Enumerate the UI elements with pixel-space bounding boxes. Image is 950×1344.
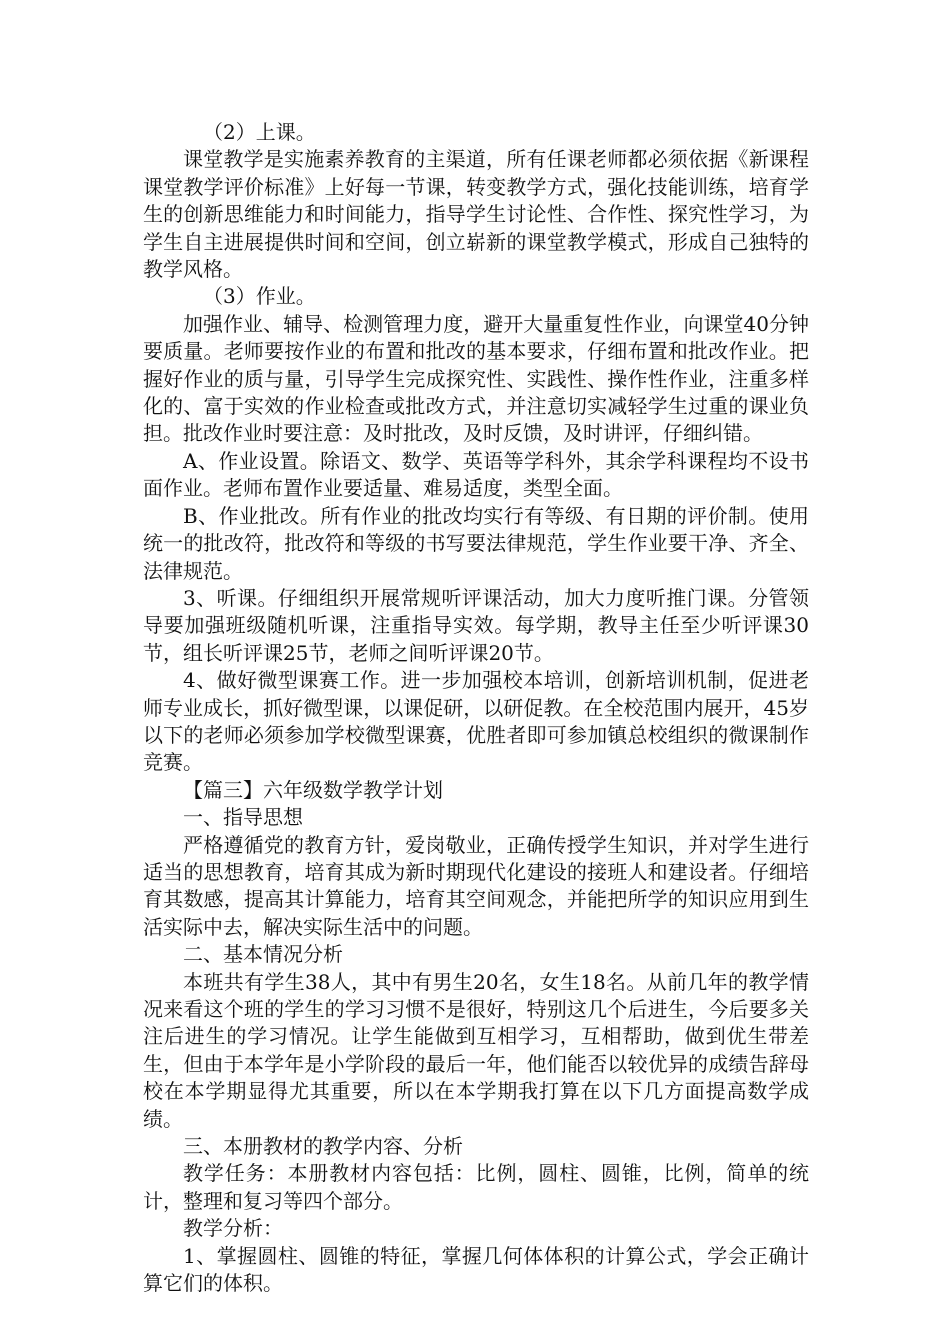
chapter-title: 【篇三】六年级数学教学计划: [183, 777, 443, 802]
paragraph-analysis-item-1: 1、掌握圆柱、圆锥的特征，掌握几何体体积的计算公式，学会正确计算它们的体积。: [143, 1243, 809, 1296]
paragraph-homework-grading: B、作业批改。所有作业的批改均实行有等级、有日期的评价制。使用统一的批改符，批改符和等级的书写要法律规范，学生作业要干净、齐全、法律规范。: [143, 503, 809, 583]
section-heading-situation-analysis: 二、基本情况分析: [183, 942, 343, 967]
document-page: [143, 119, 809, 1297]
section-heading-textbook-content: 三、本册教材的教学内容、分析: [183, 1134, 463, 1159]
section-heading-guiding-thought: 一、指导思想: [183, 805, 303, 830]
paragraph-homework-setting: A、作业设置。除语文、数学、英语等学科外，其余学科课程均不设书面作业。老师布置作业要适量、难易适度，类型全面。: [143, 448, 809, 501]
paragraph-classroom-teaching: 课堂教学是实施素养教育的主渠道，所有任课老师都必须依据《新课程课堂教学评价标准》上好每一节课，转变教学方式，强化技能训练，培育学生的创新思维能力和时间能力，指导学生讨论性、合作性、探究性学习，为学生自主进展提供时间和空间，创立崭新的课堂教学模式，形成自己独特的教学风格。: [143, 147, 809, 282]
paragraph-teaching-analysis-label: 教学分析：: [183, 1216, 283, 1241]
section-heading-lecture: （2）上课。: [203, 120, 316, 144]
paragraph-situation-analysis: 本班共有学生38人，其中有男生20名，女生18名。从前几年的教学情况来看这个班的学生的学习习惯不是很好，特别这几个后进生，今后要多关注后进生的学习情况。让学生能做到互相学习，互相帮助，做到优生带差生，但由于本学年是小学阶段的最后一年，他们能否以较优异的成绩告辞母校在本学期显得尤其重要，所以在本学期我打算在以下几方面提高数学成绩。: [143, 969, 809, 1131]
section-heading-homework: （3）作业。: [203, 284, 316, 309]
paragraph-teaching-tasks: 教学任务：本册教材内容包括：比例，圆柱、圆锥，比例，简单的统计，整理和复习等四个部分。: [143, 1161, 809, 1213]
paragraph-lesson-observation: 3、听课。仔细组织开展常规听评课活动，加大力度听推门课。分管领导要加强班级随机听课，注重指导实效。每学期，教导主任至少听评课30节，组长听评课25节，老师之间听评课20节。: [143, 585, 809, 665]
paragraph-micro-lesson-contest: 4、做好微型课赛工作。进一步加强校本培训，创新培训机制，促进老师专业成长，抓好微型课，以课促研，以研促教。在全校范围内展开，45岁以下的老师必须参加学校微型课赛，优胜者即可参加镇总校组织的微课制作竞赛。: [143, 668, 809, 775]
paragraph-guiding-thought: 严格遵循党的教育方针，爱岗敬业，正确传授学生知识，并对学生进行适当的思想教育，培育其成为新时期现代化建设的接班人和建设者。仔细培育其数感，提高其计算能力，培育其空间观念，并能把所学的知识应用到生活实际中去，解决实际生活中的问题。: [143, 832, 809, 939]
paragraph-homework-management: 加强作业、辅导、检测管理力度，避开大量重复性作业，向课堂40分钟要质量。老师要按作业的布置和批改的基本要求，仔细布置和批改作业。把握好作业的质与量，引导学生完成探究性、实践性、操作性作业，注重多样化的、富于实效的作业检查或批改方式，并注意切实减轻学生过重的课业负担。批改作业时要注意：及时批改，及时反馈，及时讲评，仔细纠错。: [143, 311, 809, 446]
